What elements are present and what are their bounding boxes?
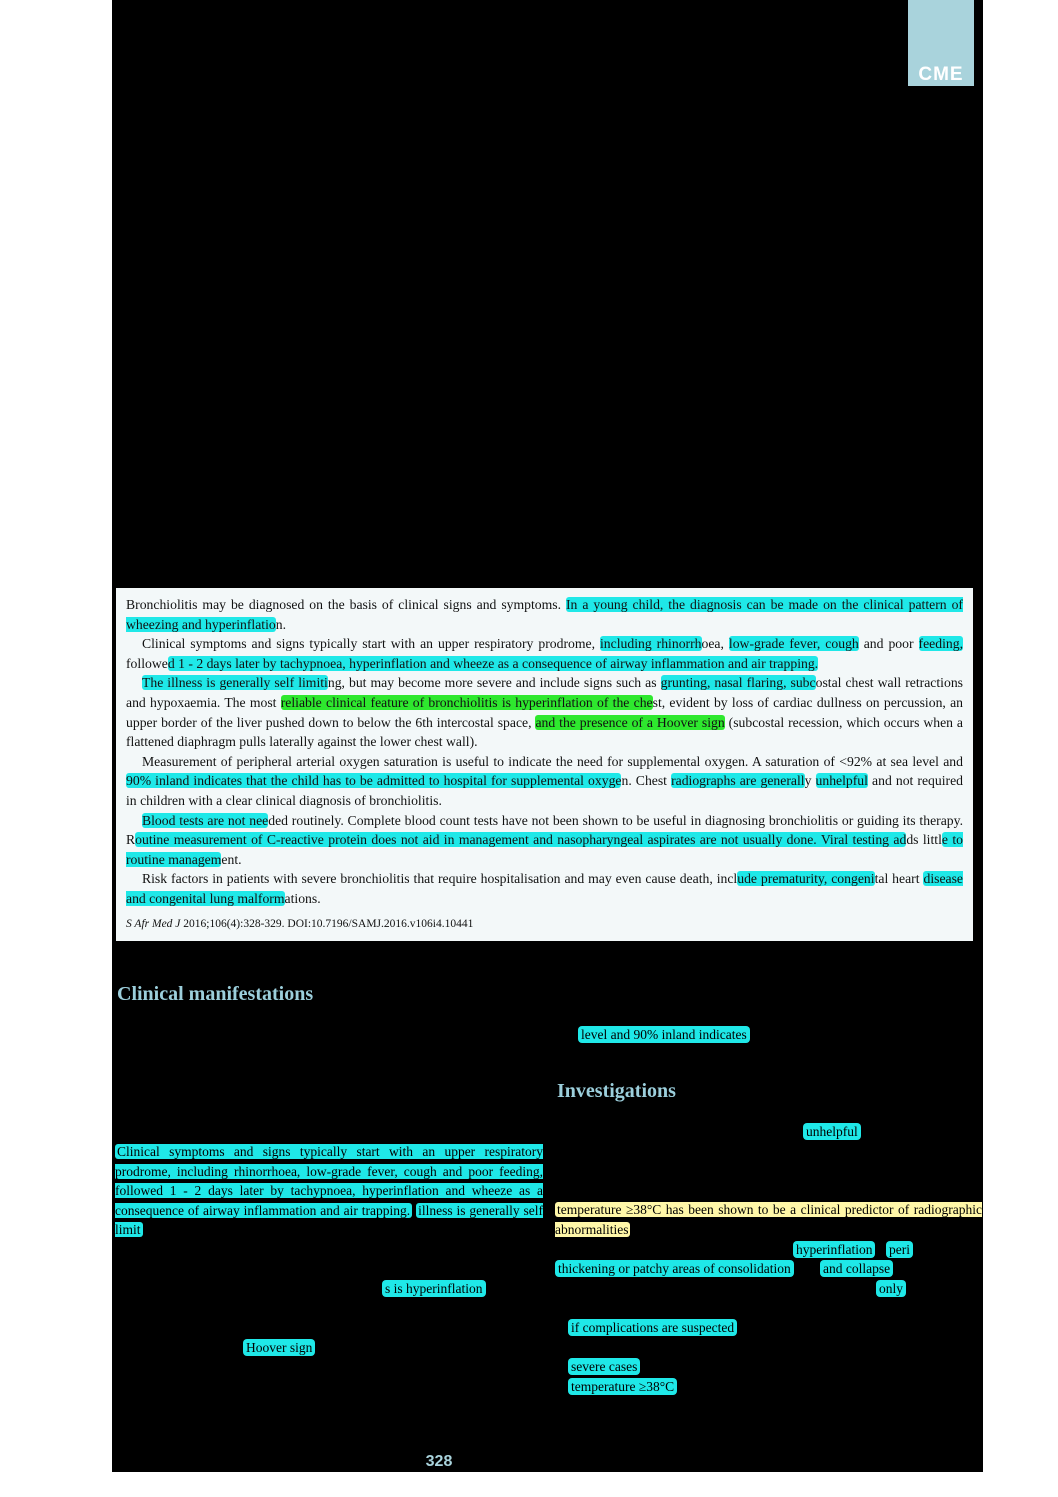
highlight-temperature: temperature ≥38°C bbox=[568, 1378, 677, 1395]
text-run: Bronchiolitis may be diagnosed on the basis of clinical signs and symptoms. bbox=[126, 597, 566, 612]
text-run: ostal chest wall retractions and hypoxaemia. The most bbox=[126, 675, 963, 710]
text-run: y bbox=[804, 773, 816, 789]
highlight-unhelpful: unhelpful bbox=[803, 1123, 861, 1140]
abstract-paragraph bbox=[126, 595, 963, 634]
text-run: Clinical symptoms and signs typically start with an upper respiratory prodrome, bbox=[142, 636, 600, 652]
text-run: and poor bbox=[858, 636, 919, 652]
text-run: ds littl bbox=[906, 832, 942, 848]
highlight-green: and the presence of a Hoover sign bbox=[535, 714, 725, 730]
highlight-cyan: Clinical symptoms and signs typically start with an upper respiratory prodrome, including rhinorrhoea, low-grade fever, cough and poor feeding, followed 1 - 2 days later by tachypnoea, hyperinflation and wheeze as a consequence of airway inflammation and air trapping. bbox=[115, 1144, 543, 1218]
highlight-only: only bbox=[876, 1280, 906, 1297]
highlight-cyan: Blood tests are not nee bbox=[142, 812, 269, 828]
abstract-paragraph bbox=[126, 673, 963, 751]
text-run: n. bbox=[275, 616, 287, 632]
text-run: oea, bbox=[701, 636, 729, 652]
cme-label: CME bbox=[918, 64, 964, 85]
text-run: st, evident by loss of cardiac dullness on percussion, an upper border of the liver pushed down to below the 6th intercostal space, bbox=[126, 694, 964, 730]
highlight-cyan: In a young child, the diagnosis can be made on the clinical pattern of wheezing and hyperinflatio bbox=[126, 597, 963, 632]
highlight-collapse: and collapse bbox=[820, 1260, 893, 1277]
highlight-cyan: unhelpful bbox=[815, 773, 868, 789]
page-number: 328 bbox=[425, 1453, 453, 1470]
text-run: tal heart bbox=[874, 871, 924, 887]
highlight-cyan: including rhinorrh bbox=[599, 636, 702, 652]
highlight-yellow: temperature ≥38°C has been shown to be a clinical predictor of radiographic abnormalities bbox=[555, 1202, 982, 1237]
citation-journal: S Afr Med J bbox=[126, 917, 181, 930]
text-run: Measurement of peripheral arterial oxygen saturation is useful to indicate the need for supplemental oxygen. A saturation of <92% at sea level and bbox=[142, 753, 963, 769]
text-run: ded routinely. Complete blood count tests have not been shown to be useful in diagnosing bronchiolitis or guiding its therapy. R bbox=[126, 812, 964, 848]
abstract-paragraph bbox=[126, 811, 963, 870]
highlight-cyan: The illness is generally self limiti bbox=[142, 675, 328, 691]
highlight-hyperinflation: hyperinflation bbox=[793, 1241, 875, 1258]
abstract-box bbox=[116, 588, 973, 941]
highlight-cyan: low-grade fever, cough bbox=[728, 636, 859, 652]
text-run: n. Chest bbox=[621, 773, 672, 789]
highlight-complications: if complications are suspected bbox=[568, 1319, 737, 1336]
highlight-thickening: thickening or patchy areas of consolidation bbox=[555, 1260, 794, 1277]
citation-details: 2016;106(4):328-329. DOI:10.7196/SAMJ.2016.v106i4.10441 bbox=[180, 917, 474, 930]
highlight-cyan: feeding, bbox=[918, 636, 963, 652]
highlight-cyan: disease and congenital lung malform bbox=[126, 871, 964, 906]
highlight-cyan: d 1 - 2 days later by tachypnoea, hyperinflation and wheeze as a consequence of airway inflammation and air trapping. bbox=[167, 655, 819, 671]
highlight-cyan: radiographs are generall bbox=[671, 773, 805, 789]
text-run: Risk factors in patients with severe bronchiolitis that require hospitalisation and may even cause death, incl bbox=[142, 871, 738, 887]
heading-investigations: Investigations bbox=[557, 1080, 676, 1102]
heading-clinical-manifestations: Clinical manifestations bbox=[117, 983, 314, 1005]
highlight-is-hyperinflation: s is hyperinflation bbox=[382, 1280, 486, 1297]
text-run: (subcostal recession, which occurs when a flattened diaphragm pulls laterally against the lower chest wall). bbox=[126, 714, 964, 750]
text-run: followe bbox=[126, 655, 168, 671]
text-run: ent. bbox=[221, 851, 242, 867]
abstract-paragraph bbox=[126, 634, 963, 673]
text-run: and not required in children with a clear clinical diagnosis of bronchiolitis. bbox=[126, 773, 964, 808]
abstract-paragraph bbox=[126, 869, 963, 908]
highlight-cyan: grunting, nasal flaring, subc bbox=[660, 675, 816, 691]
highlight-cyan: outine measurement of C-reactive protein does not aid in management and nasopharyngeal aspirates are not usually done. Viral testing ad bbox=[135, 832, 907, 848]
cme-tab bbox=[908, 0, 974, 86]
highlight-cyan: e to routine managem bbox=[126, 832, 963, 867]
highlight-cyan: ude prematurity, congeni bbox=[737, 871, 875, 887]
highlight-cyan: illness is generally self limit bbox=[115, 1202, 543, 1237]
highlight-level: level and 90% inland indicates bbox=[578, 1026, 750, 1043]
abstract-paragraph bbox=[126, 752, 963, 811]
highlight-cyan: 90% inland indicates that the child has to be admitted to hospital for supplemental oxyge bbox=[126, 773, 622, 789]
highlight-severe-cases: severe cases bbox=[568, 1358, 640, 1375]
text-run: ng, but may become more severe and include signs such as bbox=[327, 675, 661, 691]
left-column-highlight bbox=[115, 1142, 543, 1240]
text-run: ations. bbox=[284, 890, 321, 906]
highlight-hoover-sign: Hoover sign bbox=[243, 1339, 315, 1356]
citation bbox=[126, 915, 963, 935]
highlight-peri: peri bbox=[886, 1241, 913, 1258]
highlight-green: reliable clinical feature of bronchiolitis is hyperinflation of the che bbox=[280, 694, 653, 710]
right-column-highlight bbox=[555, 1200, 982, 1239]
